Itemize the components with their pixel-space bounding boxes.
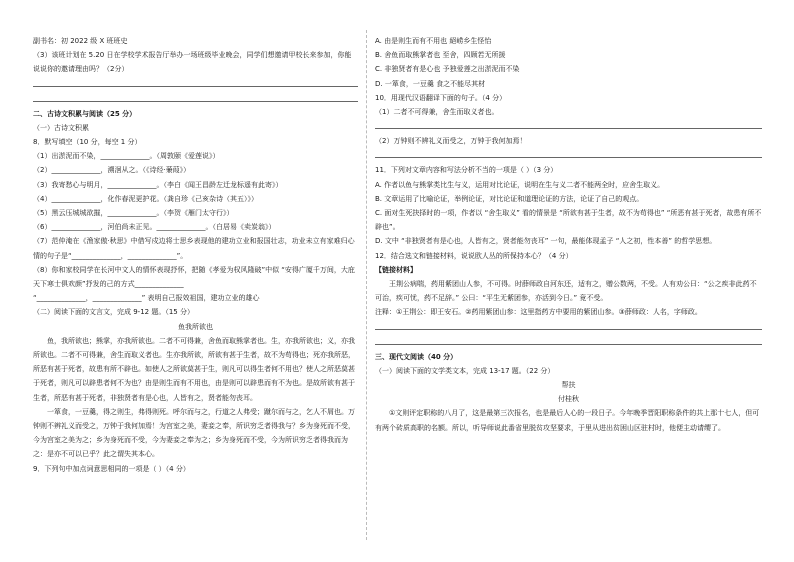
subsection-heading: （二）阅读下面的文言文，完成 9-12 题。（15 分） [33,308,194,317]
passage-title: 鱼我所欲也 [178,322,213,331]
fill-blank-item: （3）我寄愁心与明月，______________。（李白《闻王昌龄左迁龙标遥有此寄》） [33,180,283,189]
answer-line [33,77,358,87]
subtitle-line: 副书名：初 2022 级 X 班班史 [33,37,128,45]
question-text: 说说你的邀请理由吗？（2分） [33,65,129,74]
question-title: 11．下列对文章内容和写法分析不当的一项是（ ）（3 分） [375,166,558,175]
question-title: 12．结合选文和链接材料，说说欧人丛的所保持本心？（4 分） [375,251,573,260]
answer-line [33,92,358,102]
option-item: B. 舍鱼而取熊掌者也 至舍，四顾若无所援 [375,51,506,60]
option-item: B. 文章运用了比喻论证，举例论证，对比论证和道理论证的方法，论证了自己的观点。 [375,194,644,203]
option-item: A. 由是则生而有不用也 絕崂乡生怪怡 [375,37,492,45]
option-item: D. 一箪食，一豆羹 食之不能尽其材 [375,79,486,88]
question-title: 8．默写填空（10 分，每空 1 分） [33,138,142,147]
translate-item: （2）万钟则不辨礼义而受之，万钟于我何加焉！ [375,137,527,146]
option-item: C. 非独贤者有是心也 予独爱莲之出淤泥而不染 [375,65,520,74]
link-material-text: 王荆公病喘，药用紫团山人参，不可得。时薛师政自河东还，适有之，赠公数两，不受。人有劝公曰：“公之疾非此药不可治，疾可忧，药不足辞。” 公曰：“平生无紫团参，亦活到今日。” 竟不受。 [375,280,757,303]
left-column [33,34,358,476]
answer-line [375,119,762,129]
section-heading: 三、现代文阅读（40 分） [375,352,458,361]
question-title: 10．用现代汉语翻译下面的句子。（4 分） [375,93,507,102]
column-divider [366,30,367,540]
section-heading: 二、古诗文积累与阅读（25 分） [33,109,137,118]
story-title: 帮扶 [561,381,576,390]
subsection-heading: （一）阅读下面的文学类文本，完成 13-17 题。（22 分） [375,366,555,375]
right-column [375,34,762,435]
fill-blank-item: （7）范仲淹在《渔家傲·秋思》中借写戍边将士思乡表现他的建功立业和报国壮志，功业未立有家难归心情的句子是“______________，______________”。 [33,237,355,260]
fill-blank-item: （4）______________，化作春泥更护花。（龚自珍《己亥杂诗（其五）》） [33,194,258,203]
question-text: （3）该班计划在 5.20 日在学校学术报告厅举办一场班级毕业晚会，同学们想邀请甲校长来参加，你能 [33,51,352,60]
fill-blank-item: （1）出淤泥而不染，______________。（周敦颐《爱莲说》） [33,152,220,161]
passage-paragraph: 一箪食，一豆羹，得之则生，弗得则死。呼尔而与之，行道之人弗受；蹴尔而与之，乞人不屑也。万钟则不辨礼义而受之，万钟于我何加焉！为宫室之美，妻妾之奉，所识穷乏者得我与？乡为身死而不受，今为宫室之美为之；乡为身死而不受，今为妻妾之奉为之；乡为身死而不受，今为所识穷乏者得我而为之：是亦不可以已乎？此之谓失其本心。 [33,407,355,459]
fill-blank-item: （2）______________，溯洄从之。（《诗经·蒹葭》） [33,166,191,175]
fill-blank-item: （5）黑云压城城欲摧，______________。（李贺《雁门太守行》） [33,209,234,218]
fill-blank-item: “______________，______________” 表明自己报效祖国，建功立业的雄心 [33,294,260,303]
fill-blank-item: （6）______________，河伯尚未正见。______________。（白居易《卖炭翁》） [33,223,276,232]
subsection-heading: （一）古诗文积累 [33,123,89,132]
annotation-note: 注释：①王荆公：即王安石。②药用紫团山参：这里指药方中要用的紫团山参。③薛师政：人名，字师政。 [375,308,702,317]
answer-line [375,320,762,330]
translate-item: （1）二者不可得兼，舍生而取义者也。 [375,108,499,117]
fill-blank-item: （8）你和家校同学在长河中文人的情怀表现抒怀，把随《孝爱为权风隆破”中似 “安得广厦千万间，大庇天下寒士俱欢颜”抒发的己的方式______________ [33,265,355,289]
option-item: D. 文中 “非独贤者有是心也，人皆有之，贤者能勿丧耳” 一句，最能体现孟子 “人之初，性本善” 的哲学思想。 [375,237,717,246]
answer-line [375,148,762,158]
passage-paragraph: 鱼，我所欲也；熊掌，亦我所欲也。二者不可得兼，舍鱼而取熊掌者也。生，亦我所欲也；义，亦我所欲也。二者不可得兼，舍生而取义者也。生亦我所欲，所欲有甚于生者，故不为苟得也；死亦我所恶，所恶有甚于死者，故患有所不辟也。如使人之所欲莫甚于生，则凡可以得生者何不用也？使人之所恶莫甚于死者，则凡可以辟患者何不为也？由是则生而有不用也，由是则可以辟患而有不为也。是故所欲有甚于生者，所恶有甚于死者，非独贤者有是心也，人皆有之，贤者能勿丧耳。 [33,336,355,402]
answer-line [375,335,762,345]
option-item: A. 作者以鱼与熊掌类比生与义，运用对比论证，说明在生与义二者不能两全时，应舍生取义。 [375,180,665,189]
link-material-heading: 【链接材料】 [375,265,417,274]
question-title: 9．下列句中加点词意思相同的一项是（ ）（4 分） [33,464,190,473]
story-paragraph: ①文则评定职称的八月了，这是最第三次报名，也是最后人心的一段日子。今年晚季晋阳职称条件的共上那十七人，但可有两个砖质高职的名额。所以，听导师说此番省里脱贫攻坚要求，于里从进出贫困山区驻村时，他便主动请缨了。 [375,409,760,432]
story-author: 付桂秋 [558,395,579,404]
option-item: C. 面对生死抉择时的一项，作者以 “舍生取义” 看的情景是 “所欲有甚于生者，故不为苟得也” “所恶有甚于死者，故患有所不辟也”。 [375,209,762,232]
